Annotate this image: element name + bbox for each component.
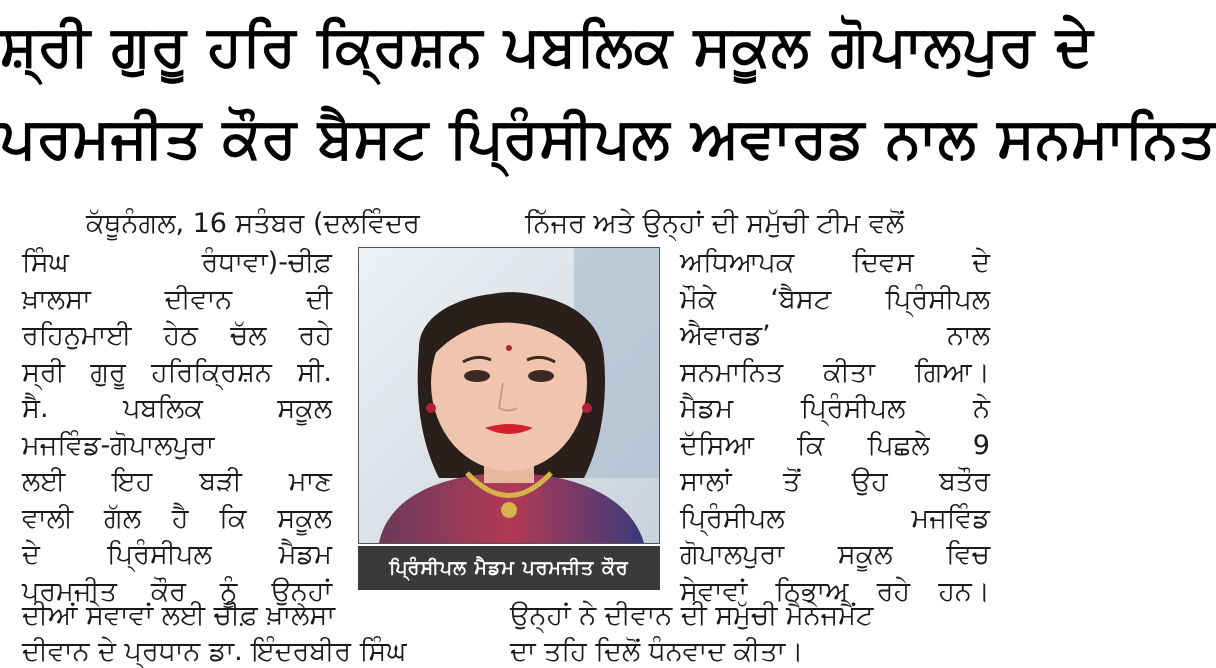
col-right-line: ਅਧਿਆਪਕ ਦਿਵਸ ਦੇ — [680, 247, 990, 278]
col-left-line: ਸੈ. ਪਬਲਿਕ ਸਕੂਲ — [22, 393, 332, 424]
col-left-line: ਵਾਲੀ ਗੱਲ ਹੈ ਕਿ ਸਕੂਲ — [22, 502, 332, 534]
col-left-line: ਦੇ ਪ੍ਰਿੰਸੀਪਲ ਮੈਡਮ — [22, 539, 332, 570]
photo-caption: ਪ੍ਰਿੰਸੀਪਲ ਮੈਡਮ ਪਰਮਜੀਤ ਕੌਰ — [358, 546, 660, 590]
article-bottom-right-1: ਉਨ੍ਹਾਂ ਨੇ ਦੀਵਾਨ ਦੀ ਸਮੁੱਚੀ ਮੈਨੇਜਮੈਂਟ — [510, 600, 874, 631]
col-right-line: ਐਵਾਰਡ’ ਨਾਲ — [680, 320, 990, 351]
col-left-line: ਸ੍ਰੀ ਗੁਰੂ ਹਰਿਕ੍ਰਿਸ਼ਨ ਸੀ. — [22, 356, 332, 388]
col-left-line: ਸਿੰਘ ਰੰਧਾਵਾ)-ਚੀਫ਼ — [22, 247, 332, 278]
article-dateline: ਕੱਥੂਨੰਗਲ, 16 ਸਤੰਬਰ (ਦਲਵਿੰਦਰ — [86, 208, 420, 239]
headline-line-2: ਪਰਮਜੀਤ ਕੌਰ ਬੈਸਟ ਪ੍ਰਿੰਸੀਪਲ ਅਵਾਰਡ ਨਾਲ ਸਨਮਾਨਿਤ — [0, 106, 1216, 171]
col-right-line: ਸੇਵਾਵਾਂ ਨਿਭਾਅ ਰਹੇ ਹਨ। — [680, 575, 990, 607]
headline-line-1: ਸ਼੍ਰੀ ਗੁਰੂ ਹਰਿ ਕ੍ਰਿਸ਼ਨ ਪਬਲਿਕ ਸਕੂਲ ਗੋਪਾਲਪੁਰ ਦੇ — [0, 14, 1094, 79]
col-right-line: ਸਾਲਾਂ ਤੋਂ ਉਹ ਬਤੌਰ — [680, 466, 990, 497]
col-left-line: ਰਹਿਨੁਮਾਈ ਹੇਠ ਚੱਲ ਰਹੇ — [22, 320, 332, 351]
col-right-line: ਸਨਮਾਨਿਤ ਕੀਤਾ ਗਿਆ। — [680, 356, 990, 388]
col-right-line: ਦੱਸਿਆ ਕਿ ਪਿਛਲੇ 9 — [680, 429, 990, 461]
col-right-line: ਪ੍ਰਿੰਸੀਪਲ ਮਜਵਿੰਡ — [680, 502, 990, 534]
col-left-line: ਲਈ ਇਹ ਬੜੀ ਮਾਣ — [22, 466, 332, 497]
article-bottom-right-2: ਦਾ ਤਹਿ ਦਿਲੋਂ ਧੰਨਵਾਦ ਕੀਤਾ। — [510, 636, 804, 667]
principal-photo — [358, 247, 660, 544]
col-left-line: ਖ਼ਾਲਸਾ ਦੀਵਾਨ ਦੀ — [22, 283, 332, 315]
principal-portrait-illustration — [359, 248, 659, 543]
article-bottom-left-1: ਦੀਆਂ ਸੇਵਾਵਾਂ ਲਈ ਚੀਫ਼ ਖ਼ਾਲਸਾ — [22, 600, 336, 631]
col-left-line: ਪਰਮਜੀਤ ਕੌਰ ਨੂੰ ਉਨ੍ਹਾਂ — [22, 575, 332, 607]
col-right-line: ਮੌਕੇ ‘ਬੈਸਟ ਪ੍ਰਿੰਸੀਪਲ — [680, 283, 990, 315]
col-right-line: ਗੋਪਾਲਪੁਰਾ ਸਕੂਲ ਵਿਚ — [680, 539, 990, 570]
col-right-line: ਮੈਡਮ ਪ੍ਰਿੰਸੀਪਲ ਨੇ — [680, 393, 990, 424]
article-bottom-left-2: ਦੀਵਾਨ ਦੇ ਪ੍ਰਧਾਨ ਡਾ. ਇੰਦਰਬੀਰ ਸਿੰਘ — [22, 636, 407, 667]
article-top-right-line: ਨਿੱਜਰ ਅਤੇ ਉਨ੍ਹਾਂ ਦੀ ਸਮੁੱਚੀ ਟੀਮ ਵਲੋਂ — [525, 208, 904, 239]
col-left-line: ਮਜਵਿੰਡ-ਗੋਪਾਲਪੁਰਾ — [22, 429, 215, 461]
